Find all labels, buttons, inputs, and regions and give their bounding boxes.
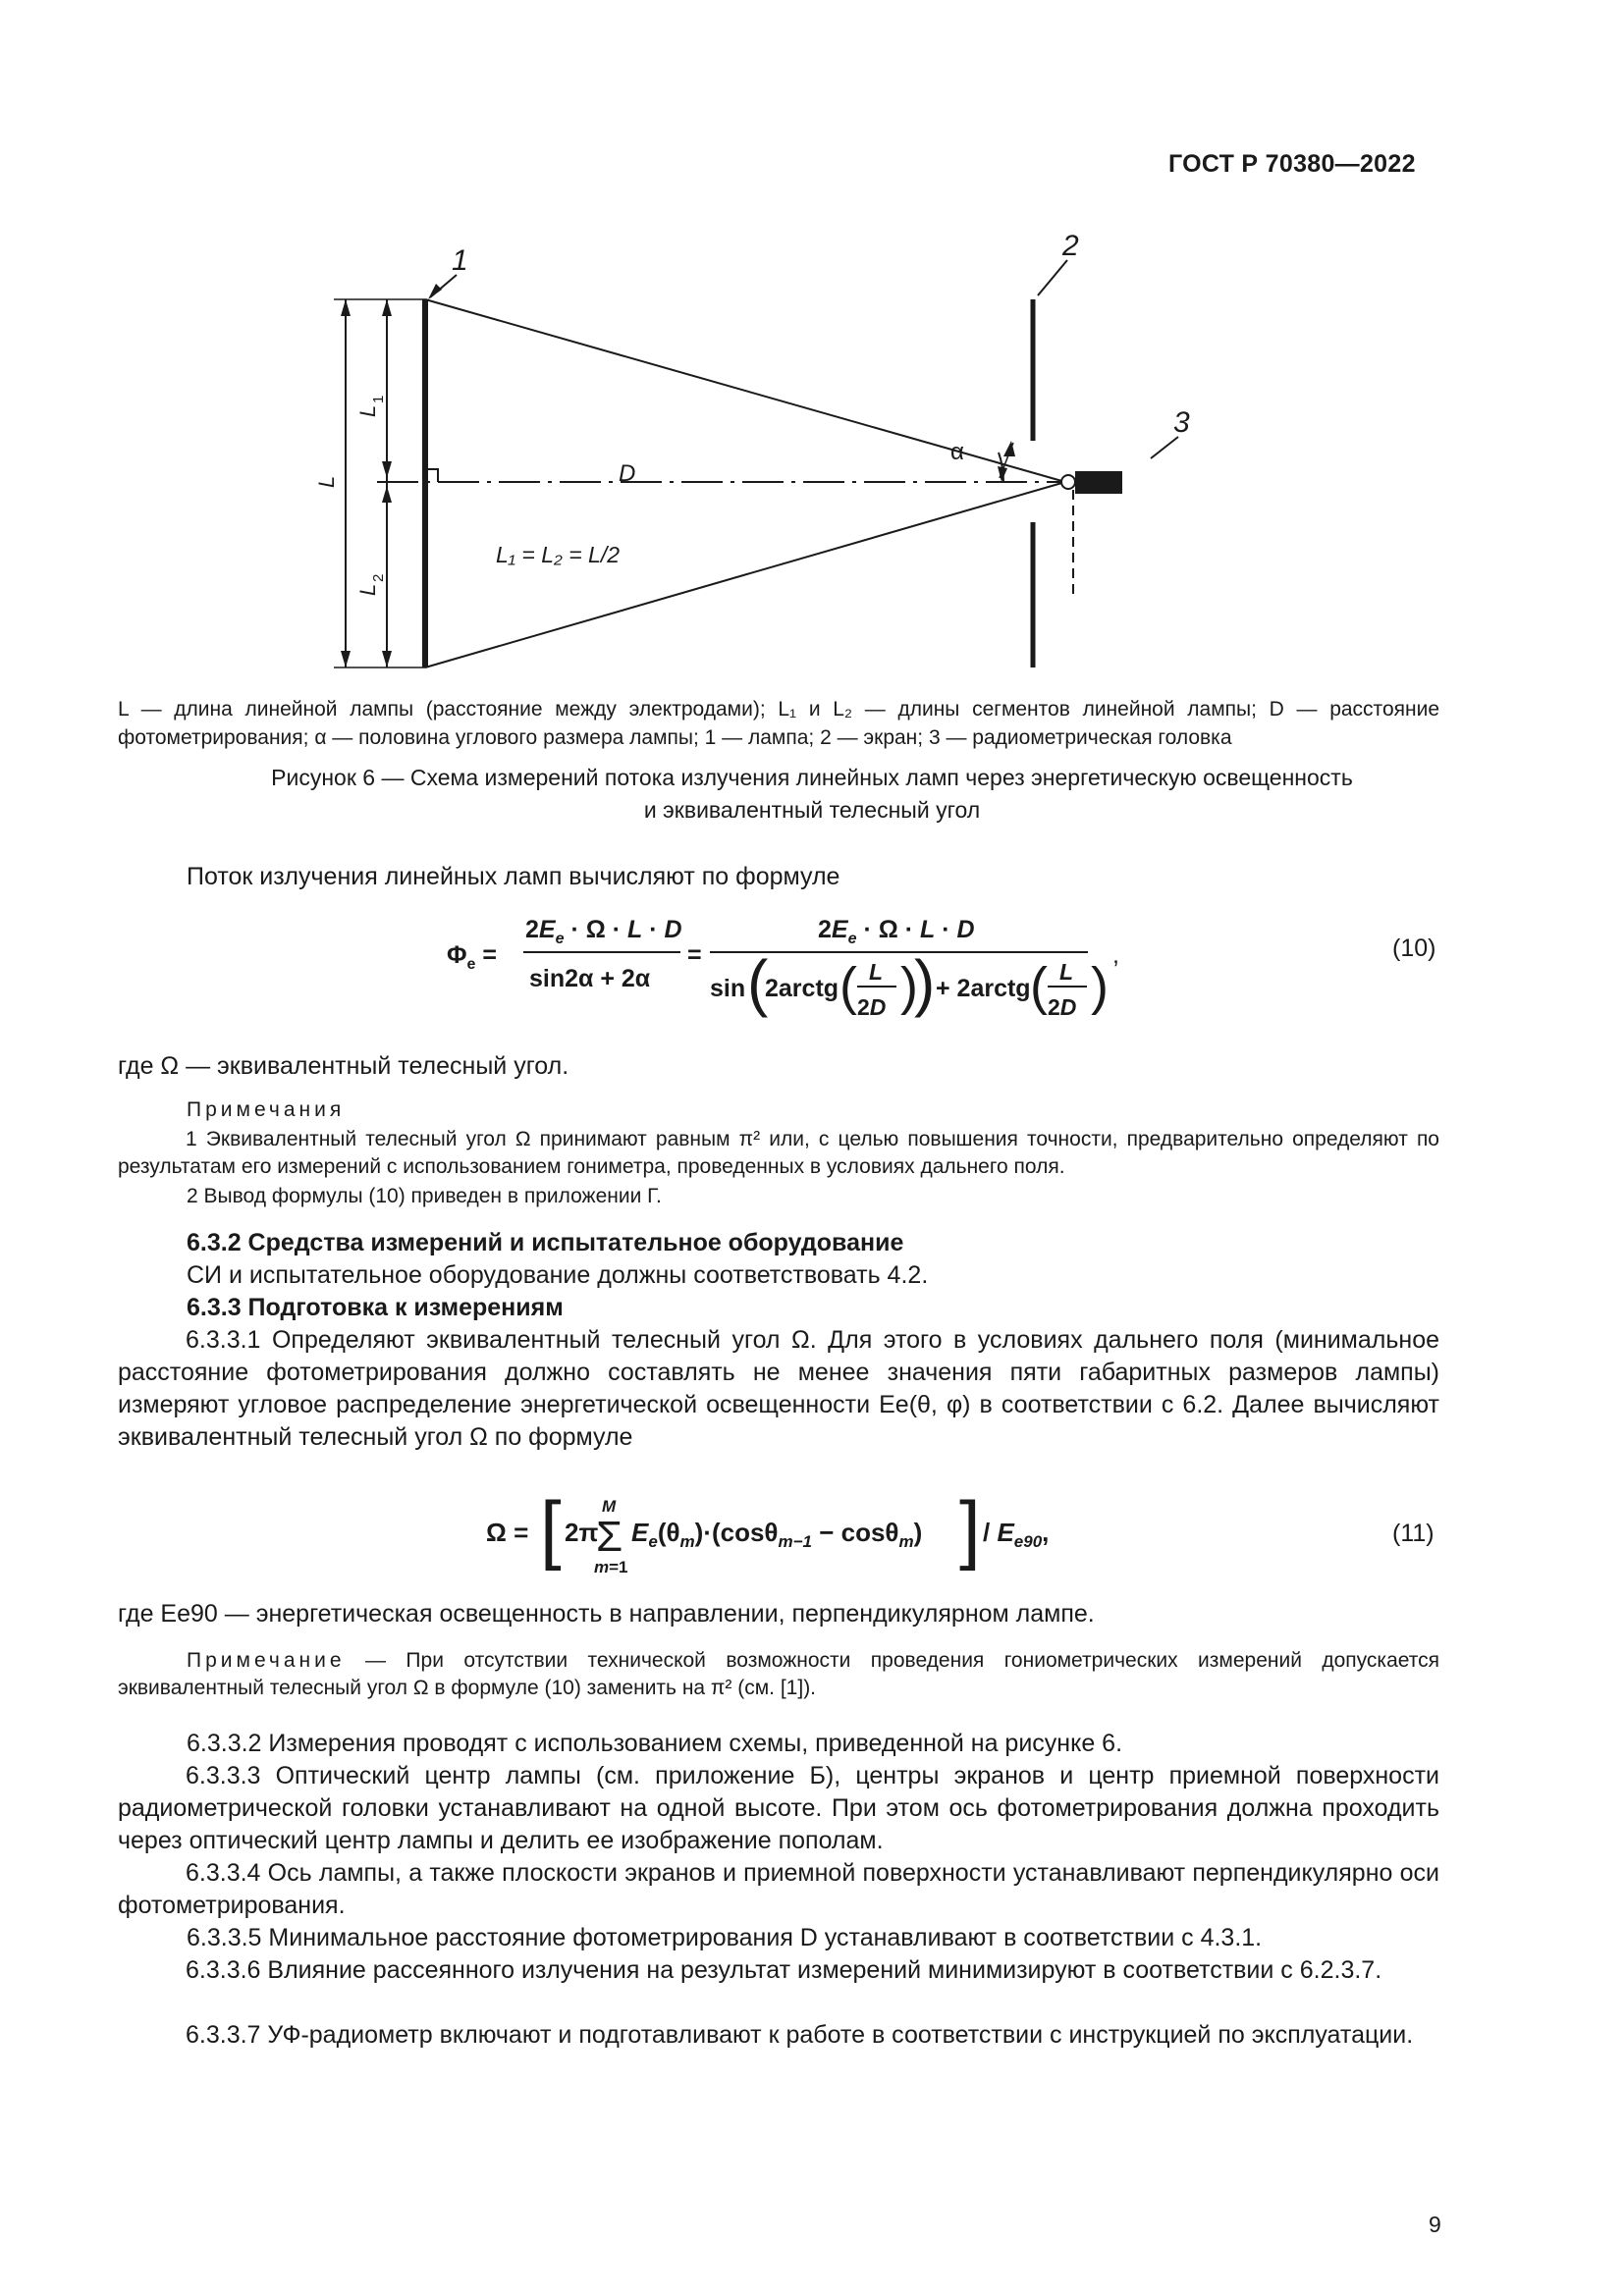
figure-caption bbox=[196, 762, 1428, 827]
page-number: 9 bbox=[1429, 2212, 1441, 2237]
measurement-scheme-figure bbox=[295, 221, 1267, 692]
svg-text:=: = bbox=[687, 941, 702, 969]
paragraph-6-3-3-7: 6.3.3.7 УФ-радиометр включают и подготавливают к работе в соответствии с инструкцией по эксплуатации. bbox=[186, 2021, 1414, 2049]
equation-11 bbox=[486, 1482, 1075, 1580]
where-omega: где Ω — эквивалентный телесный угол. bbox=[118, 1052, 569, 1080]
svg-text:m=1: m=1 bbox=[594, 1558, 628, 1576]
svg-text:2D: 2D bbox=[1048, 994, 1077, 1020]
svg-text:Φe =: $\Phi_e$ = bbox=[447, 941, 497, 973]
svg-text:]: ] bbox=[959, 1485, 981, 1572]
label-L: L bbox=[314, 475, 339, 488]
equation-10-number: (10) bbox=[1392, 934, 1436, 962]
label-L1-sub: 1 bbox=[370, 395, 387, 403]
svg-text:): ) bbox=[914, 947, 936, 1018]
note-1: 1 Эквивалентный телесный угол Ω принимают равным π² или, с целью повышения точности, предварительно определяют по результатам его измерений с использованием гониметра, проведенных в условиях дальнего поля. bbox=[118, 1128, 1439, 1178]
svg-text:,: , bbox=[1112, 941, 1119, 969]
svg-text:): ) bbox=[1091, 957, 1109, 1016]
document-id: ГОСТ Р 70380—2022 bbox=[1168, 150, 1416, 178]
equation-10 bbox=[447, 898, 1134, 1031]
label-screen-number: 2 bbox=[1062, 230, 1079, 262]
figure-legend: L — длина линейной лампы (расстояние между электродами); L₁ и L₂ — длины сегментов линейной лампы; D — расстояние фотометрирования; α — половина углового размера лампы; 1 — лампа; 2 — экран; 3 — радиометрическая головка bbox=[118, 698, 1439, 749]
svg-text:/ Ee90,: / $E_{e90}$, bbox=[983, 1518, 1050, 1551]
section-6-3-2-text: СИ и испытательное оборудование должны соответствовать 4.2. bbox=[187, 1261, 929, 1289]
svg-text:+ 2arctg: + 2arctg bbox=[936, 975, 1031, 1002]
paragraph-6-3-3-4: 6.3.3.4 Ось лампы, а также плоскости экранов и приемной поверхности устанавливают перпендикулярно оси фотометрирования. bbox=[118, 1859, 1439, 1919]
svg-text:sin: sin bbox=[710, 975, 746, 1002]
section-6-3-3-title: 6.3.3 Подготовка к измерениям bbox=[187, 1294, 564, 1321]
svg-text:): ) bbox=[900, 957, 918, 1016]
svg-text:Ω =: Ω = bbox=[486, 1518, 529, 1547]
svg-text:2Ee · Ω · L · D: $2E_e \cdot \Omega \cdot L \cdot D$ bbox=[525, 916, 682, 947]
label-relation: L₁ = L₂ = L/2 bbox=[496, 542, 621, 567]
label-alpha: α bbox=[950, 439, 964, 465]
svg-text:L: L bbox=[1059, 959, 1074, 985]
label-L2: L bbox=[355, 583, 380, 596]
caption-line-2: и эквивалентный телесный угол bbox=[643, 797, 981, 823]
note-3-heading: Примечание bbox=[187, 1649, 346, 1672]
paragraph-6-3-3-5: 6.3.3.5 Минимальное расстояние фотометрирования D устанавливают в соответствии с 4.3.1. bbox=[187, 1924, 1263, 1951]
label-D: D bbox=[619, 460, 636, 487]
caption-line-1: Рисунок 6 — Схема измерений потока излучения линейных ламп через энергетическую освещенность bbox=[271, 765, 1353, 790]
where-e90: где Ee90 — энергетическая освещенность в направлении, перпендикулярном лампе. bbox=[118, 1600, 1095, 1628]
svg-text:2π: 2π bbox=[565, 1518, 599, 1547]
svg-text:Ee(θm)·(cosθm−1 − cosθm): $E_e(\theta_m)\cdot(\cos\theta_{m-1} - \cos\theta_m)$ bbox=[631, 1518, 923, 1551]
label-L1: L bbox=[355, 404, 380, 417]
svg-text:(: ( bbox=[1030, 957, 1048, 1016]
notes-heading: Примечания bbox=[187, 1098, 346, 1121]
intro-formula-10: Поток излучения линейных ламп вычисляют по формуле bbox=[187, 863, 840, 890]
svg-text:[: [ bbox=[540, 1485, 562, 1572]
svg-text:2D: 2D bbox=[857, 994, 887, 1020]
svg-text:M: M bbox=[602, 1497, 617, 1516]
svg-text:(: ( bbox=[839, 957, 857, 1016]
note-2: 2 Вывод формулы (10) приведен в приложении Г. bbox=[187, 1185, 662, 1207]
note-3-text: — При отсутствии технической возможности проведения гониометрических измерений допускается эквивалентный телесный угол Ω в формуле (10) заменить на π² (см. [1]). bbox=[118, 1649, 1439, 1699]
svg-text:2arctg: 2arctg bbox=[765, 975, 839, 1002]
svg-text:2Ee · Ω · L · D: $2E_e \cdot \Omega \cdot L \cdot D$ bbox=[818, 916, 975, 947]
label-L2-sub: 2 bbox=[370, 573, 387, 582]
svg-text:sin2α + 2α: sin2α + 2α bbox=[529, 965, 651, 992]
paragraph-6-3-3-6: 6.3.3.6 Влияние рассеянного излучения на результат измерений минимизируют в соответствии с 6.2.3.7. bbox=[186, 1956, 1382, 1984]
svg-text:Σ: Σ bbox=[596, 1513, 623, 1561]
equation-11-number: (11) bbox=[1392, 1520, 1435, 1547]
svg-text:L: L bbox=[869, 959, 884, 985]
paragraph-6-3-3-3: 6.3.3.3 Оптический центр лампы (см. приложение Б), центры экранов и центр приемной поверхности радиометрической головки устанавливают на одной высоте. При этом ось фотометрирования должна проходить через оптический центр лампы и делить ее изображение пополам. bbox=[118, 1762, 1439, 1854]
paragraph-6-3-3-1: 6.3.3.1 Определяют эквивалентный телесный угол Ω. Для этого в условиях дальнего поля (минимальное расстояние фотометрирования должно составлять не менее значения пяти габаритных размеров лампы) измеряют угловое распределение энергетической освещенности Ee(θ, φ) в соответствии с 6.2. Далее вычисляют эквивалентный телесный угол Ω по формуле bbox=[118, 1326, 1439, 1451]
svg-text:(: ( bbox=[747, 947, 769, 1018]
note-3 bbox=[118, 1647, 1439, 1702]
section-6-3-2-title: 6.3.2 Средства измерений и испытательное оборудование bbox=[187, 1229, 904, 1256]
paragraph-6-3-3-2: 6.3.3.2 Измерения проводят с использованием схемы, приведенной на рисунке 6. bbox=[187, 1730, 1123, 1757]
label-head-number: 3 bbox=[1173, 406, 1190, 439]
label-lamp-number: 1 bbox=[452, 244, 468, 277]
